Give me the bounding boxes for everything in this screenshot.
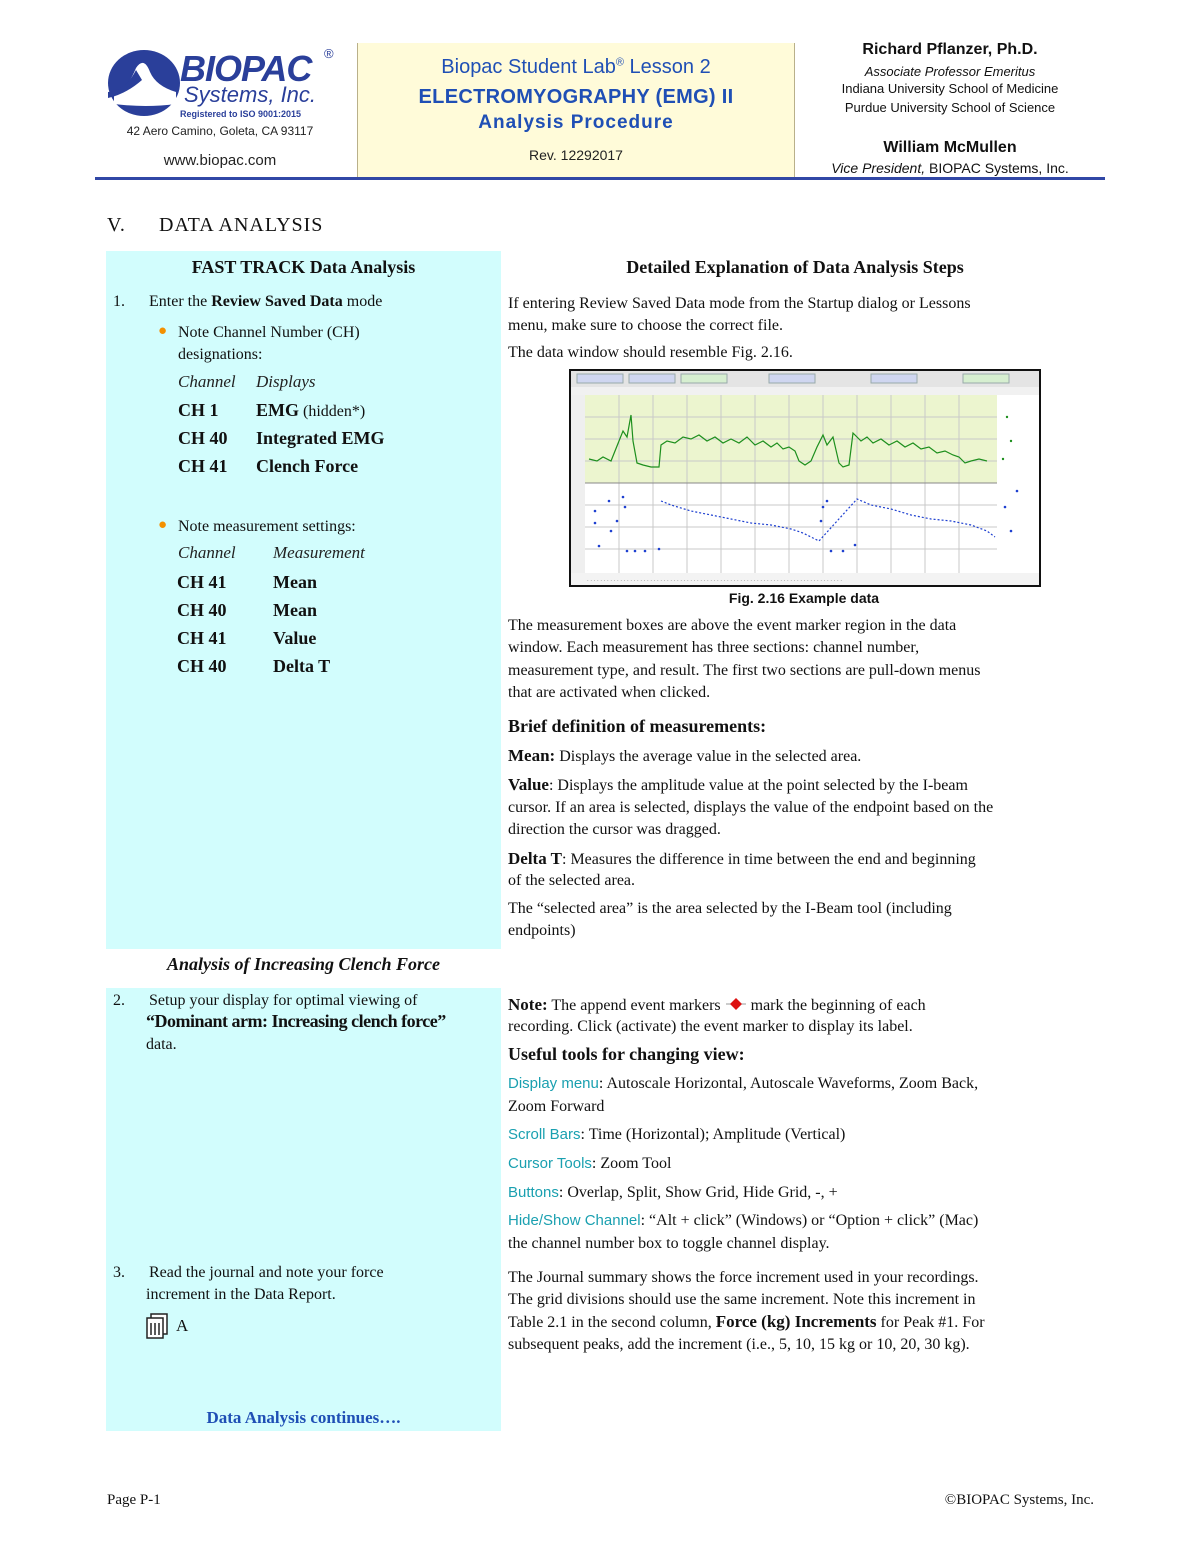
footer-page-number: Page P-1 [107, 1492, 161, 1508]
table2-header-measurement: Measurement [273, 543, 365, 562]
step-1-mode: Review Saved Data [211, 293, 343, 310]
lesson-subtitle: ELECTROMYOGRAPHY (EMG) II [418, 86, 734, 108]
company-url[interactable]: www.biopac.com [163, 152, 277, 169]
p3-line-4: that are activated when clicked. [508, 684, 711, 701]
tool-hide-label: Hide/Show Channel [508, 1212, 641, 1229]
value-definition-line-1 [508, 774, 1098, 798]
table2-row-measurement: Value [273, 628, 317, 648]
note-line-1 [508, 994, 1098, 1018]
p3-line-1: The measurement boxes are above the event marker region in the data [508, 617, 957, 634]
author1-affiliation-2: Purdue University School of Science [844, 100, 1056, 115]
table1-row-display: Integrated EMG [256, 428, 385, 448]
note-line-2: recording. Click (activate) the event marker to display its label. [508, 1018, 913, 1035]
table1-display-text: EMG [256, 400, 299, 420]
logo-registered: ® [324, 46, 334, 61]
step-2-recording-name: “Dominant arm: Increasing clench force” [146, 1011, 446, 1031]
table1-row-ch: CH 40 [178, 428, 228, 448]
bullet-icon: ● [158, 517, 168, 533]
tool-scroll-label: Scroll Bars [508, 1126, 581, 1143]
step-3-number: 3. [113, 1264, 125, 1281]
p1-line-1: If entering Review Saved Data mode from the Startup dialog or Lessons [508, 295, 971, 312]
journal-line-1: The Journal summary shows the force increment used in your recordings. [508, 1269, 979, 1286]
step-1-text-end: mode [342, 293, 383, 310]
table2-row-measurement: Delta T [273, 656, 331, 676]
value-definition-line-2: cursor. If an area is selected, displays the value of the endpoint based on the [508, 799, 994, 816]
lesson-title [358, 56, 794, 79]
step-1-number: 1. [113, 293, 125, 310]
author2-title-rest: BIOPAC Systems, Inc. [925, 160, 1069, 176]
bullet-2: Note measurement settings: [178, 518, 356, 535]
journal-force-increments: Force (kg) Increments [715, 1312, 877, 1331]
fast-track-heading: FAST TRACK Data Analysis [191, 257, 416, 277]
author2-title [800, 160, 1100, 176]
tool-buttons-label: Buttons [508, 1184, 559, 1201]
section-number: V. [107, 214, 126, 236]
p2: The data window should resemble Fig. 2.16. [508, 344, 793, 361]
p1-line-2: menu, make sure to choose the correct file. [508, 317, 783, 334]
tools-heading: Useful tools for changing view: [508, 1044, 745, 1064]
brief-definition-heading: Brief definition of measurements: [508, 716, 767, 736]
table2-row-measurement: Mean [273, 600, 317, 620]
step-3-text: Read the journal and note your force [149, 1264, 384, 1281]
p3-line-3: measurement type, and result. The first two sections are pull-down menus [508, 662, 981, 679]
data-analysis-continues: Data Analysis continues…. [206, 1408, 401, 1427]
data-report-marker: A [176, 1316, 189, 1335]
example-data-plot [571, 371, 1039, 585]
author2-title-italic: Vice President, [831, 160, 926, 176]
table1-header-channel: Channel [178, 372, 236, 391]
mean-term: Mean: [508, 746, 556, 765]
bullet-1-line-1: Note Channel Number (CH) [178, 324, 360, 341]
delta-term: Delta T [508, 849, 562, 868]
note-text-a: The append event markers [547, 997, 725, 1014]
author1-affiliation-1: Indiana University School of Medicine [841, 81, 1059, 96]
note-term: Note: [508, 995, 548, 1014]
logo-sub: Systems, Inc. [184, 82, 317, 107]
clench-force-subheading: Analysis of Increasing Clench Force [166, 954, 441, 974]
author1-name: Richard Pflanzer, Ph.D. [862, 41, 1038, 58]
delta-definition-line-2: of the selected area. [508, 872, 636, 889]
table2-row-ch: CH 40 [177, 656, 227, 676]
table2-row-ch: CH 40 [177, 600, 227, 620]
journal-text-b: for Peak #1. For [876, 1314, 985, 1331]
step-3-line-2: increment in the Data Report. [146, 1286, 336, 1303]
mean-definition [508, 745, 1098, 769]
tool-display-menu-line-2: Zoom Forward [508, 1098, 605, 1115]
step-2-number: 2. [113, 992, 125, 1009]
biopac-logo [106, 46, 346, 121]
bullet-icon: ● [158, 323, 168, 339]
step-2-line-3: data. [146, 1036, 177, 1053]
table1-row-display [256, 400, 365, 421]
footer-copyright: ©BIOPAC Systems, Inc. [944, 1492, 1094, 1508]
step-1-text: Enter the [149, 293, 212, 310]
tool-buttons-text: : Overlap, Split, Show Grid, Hide Grid, -, + [558, 1184, 838, 1201]
table1-row-ch: CH 1 [178, 400, 219, 420]
figure-caption: Fig. 2.16 Example data [728, 590, 880, 606]
section-title [107, 214, 323, 237]
p3-line-2: window. Each measurement has three sections: channel number, [508, 639, 920, 656]
selected-area-line-2: endpoints) [508, 922, 576, 939]
header-rule [95, 177, 1105, 180]
journal-line-3 [508, 1311, 1098, 1335]
lesson-number: Lesson 2 [623, 56, 711, 78]
lesson-procedure: Analysis Procedure [478, 112, 674, 133]
tool-scroll-bars [508, 1124, 1098, 1147]
value-term: Value [508, 775, 549, 794]
table2-row-ch: CH 41 [177, 628, 227, 648]
tool-cursor-label: Cursor Tools [508, 1155, 592, 1172]
logo-iso: Registered to ISO 9001:2015 [180, 109, 302, 119]
section-title-text: DATA ANALYSIS [159, 214, 324, 236]
lesson-revision: Rev. 12292017 [529, 147, 623, 163]
step-1 [113, 291, 382, 313]
tool-hide-text: : “Alt + click” (Windows) or “Option + click” (Mac) [640, 1212, 979, 1229]
step-2-line-1 [113, 990, 417, 1012]
step-3-line-1 [113, 1262, 384, 1284]
example-data-figure [569, 369, 1041, 587]
event-marker-icon [725, 996, 747, 1010]
step-2-text: Setup your display for optimal viewing of [149, 992, 418, 1009]
tool-display-text: : Autoscale Horizontal, Autoscale Waveforms, Zoom Back, [598, 1075, 979, 1092]
lesson-title-reg: ® [615, 56, 624, 69]
delta-definition-line-1 [508, 848, 1098, 872]
journal-line-4: subsequent peaks, add the increment (i.e., 5, 10, 15 kg or 10, 20, 30 kg). [508, 1336, 970, 1353]
delta-def: : Measures the difference in time between the end and beginning [562, 851, 976, 868]
detail-heading: Detailed Explanation of Data Analysis Steps [626, 257, 964, 277]
lesson-title-text: Biopac Student Lab [441, 56, 616, 78]
selected-area-line-1: The “selected area” is the area selected by the I-Beam tool (including [508, 900, 952, 917]
logo-brand: BIOPAC [180, 48, 312, 89]
note-text-b: mark the beginning of each [746, 997, 926, 1014]
data-report-icon [144, 1312, 170, 1340]
lesson-header-box [357, 43, 795, 178]
journal-line-2: The grid divisions should use the same increment. Note this increment in [508, 1291, 976, 1308]
author1-title: Associate Professor Emeritus [864, 64, 1036, 79]
tool-display-menu [508, 1073, 1098, 1096]
svg-text:. . . . . . . . . . . . . . .: . . . . . . . . . . . . . . . . . . . . . . . . . . . . . . . . . . . . . . . . . . . . . . . . . . . . . . . . . . . . . . . . . . . . . . . . . . . . . [587, 577, 843, 583]
company-address: 42 Aero Camino, Goleta, CA 93117 [126, 124, 314, 138]
table1-row-display: Clench Force [256, 456, 359, 476]
journal-text-a: Table 2.1 in the second column, [508, 1314, 716, 1331]
table1-header-displays: Displays [256, 372, 316, 391]
table2-row-measurement: Mean [273, 572, 317, 592]
tool-display-label: Display menu [508, 1075, 599, 1092]
value-definition-line-3: direction the cursor was dragged. [508, 821, 721, 838]
table1-display-note: (hidden*) [299, 403, 366, 420]
table2-row-ch: CH 41 [177, 572, 227, 592]
tool-hide-show-line-2: the channel number box to toggle channel display. [508, 1235, 830, 1252]
tool-cursor-tools [508, 1153, 1098, 1176]
tool-scroll-text: : Time (Horizontal); Amplitude (Vertical) [580, 1126, 846, 1143]
table2-header-channel: Channel [178, 543, 236, 562]
tool-hide-show [508, 1210, 1098, 1233]
mean-def: Displays the average value in the selected area. [555, 748, 862, 765]
table1-row-ch: CH 41 [178, 456, 228, 476]
bullet-1-line-2: designations: [178, 346, 263, 363]
author2-name: William McMullen [883, 139, 1017, 156]
tool-buttons [508, 1182, 1098, 1205]
value-def: : Displays the amplitude value at the point selected by the I-beam [548, 777, 968, 794]
tool-cursor-text: : Zoom Tool [591, 1155, 672, 1172]
